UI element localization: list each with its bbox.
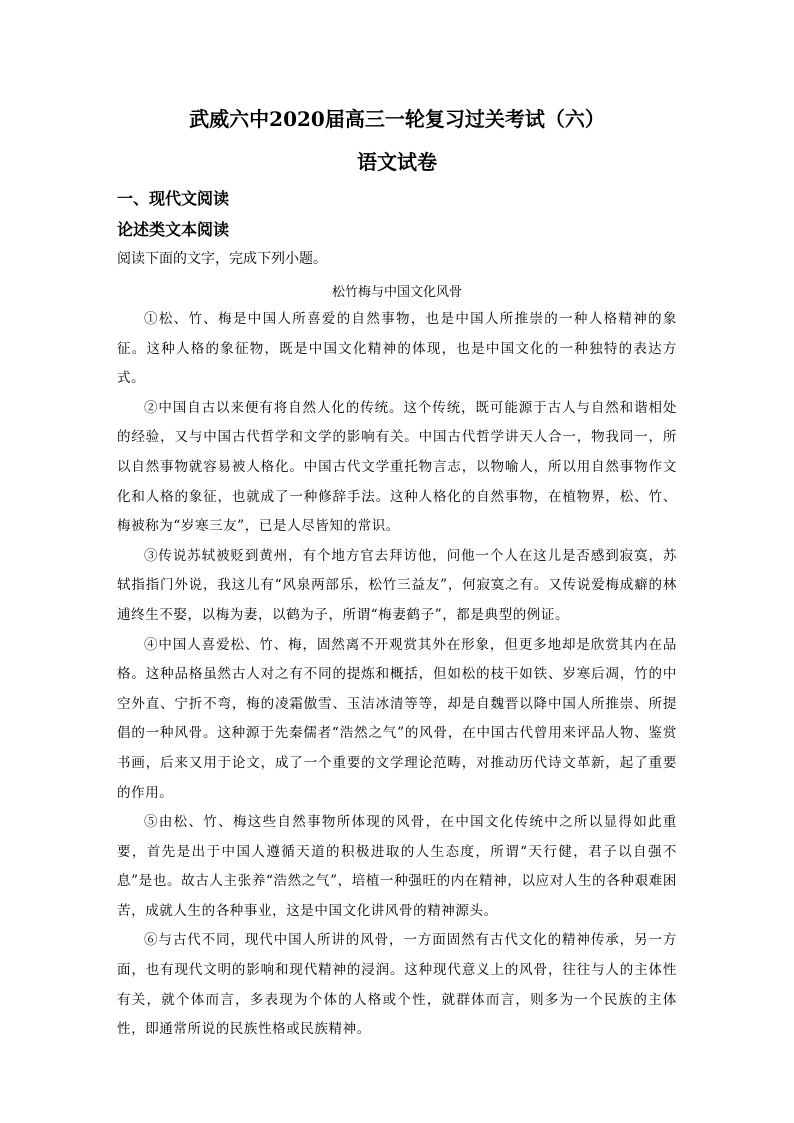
- article-body: [117, 305, 677, 1045]
- section-heading: 一、现代文阅读: [117, 189, 230, 208]
- article-title: 松竹梅与中国文化风骨: [331, 285, 462, 300]
- reading-instruction: 阅读下面的文字，完成下列小题。: [117, 251, 327, 267]
- subsection-heading: 论述类文本阅读: [117, 220, 230, 239]
- article-paragraph: ①松、竹、梅是中国人所喜爱的自然事物，也是中国人所推崇的一种人格精神的象征。这种人格的象征物，既是中国文化精神的体现，也是中国文化的一种独特的表达方式。: [117, 311, 677, 387]
- exam-title: 武威六中2020届高三一轮复习过关考试（六）: [189, 107, 605, 131]
- article-paragraph: ②中国自古以来便有将自然人化的传统。这个传统，既可能源于古人与自然和谐相处的经验，又与中国古代哲学和文学的影响有关。中国古代哲学讲天人合一，物我同一，所以自然事物就容易被人格化。中国古代文学重托物言志，以物喻人，所以用自然事物作文化和人格的象征，也就成了一种修辞手法。这种人格化的自然事物，在植物界，松、竹、梅被称为“岁寒三友”，已是人尽皆知的常识。: [117, 399, 677, 535]
- article-paragraph: ⑥与古代不同，现代中国人所讲的风骨，一方面固然有古代文化的精神传承，另一方面，也有现代文明的影响和现代精神的浸润。这种现代意义上的风骨，往往与人的主体性有关，就个体而言，多表现为个体的人格或个性，就群体而言，则多为一个民族的主体性，即通常所说的民族性格或民族精神。: [117, 932, 677, 1038]
- article-paragraph: ④中国人喜爱松、竹、梅，固然离不开观赏其外在形象，但更多地却是欣赏其内在品格。这种品格虽然古人对之有不同的提炼和概括，但如松的枝干如铁、岁寒后凋，竹的中空外直、宁折不弯，梅的凌霜傲雪、玉洁冰清等等，却是自魏晋以降中国人所推崇、所提倡的一种风骨。这种源于先秦儒者“浩然之气”的风骨，在中国古代曾用来评品人物、鉴赏书画，后来又用于论文，成了一个重要的文学理论范畴，对推动历代诗文革新，起了重要的作用。: [117, 636, 677, 801]
- article-paragraph: ③传说苏轼被贬到黄州，有个地方官去拜访他，问他一个人在这儿是否感到寂寞，苏轼指指门外说，我这儿有“风泉两部乐，松竹三益友”，何寂寞之有。又传说爱梅成癖的林逋终生不娶，以梅为妻，以鹤为子，所谓“梅妻鹤子”，都是典型的例证。: [117, 547, 677, 623]
- subject-title: 语文试卷: [357, 150, 437, 174]
- article-paragraph: ⑤由松、竹、梅这些自然事物所体现的风骨，在中国文化传统中之所以显得如此重要，首先是出于中国人遵循天道的积极进取的人生态度，所谓“天行健，君子以自强不息”是也。故古人主张养“浩然之气”，培植一种强旺的内在精神，以应对人生的各种艰难困苦，成就人生的各种事业，这是中国文化讲风骨的精神源头。: [117, 814, 677, 919]
